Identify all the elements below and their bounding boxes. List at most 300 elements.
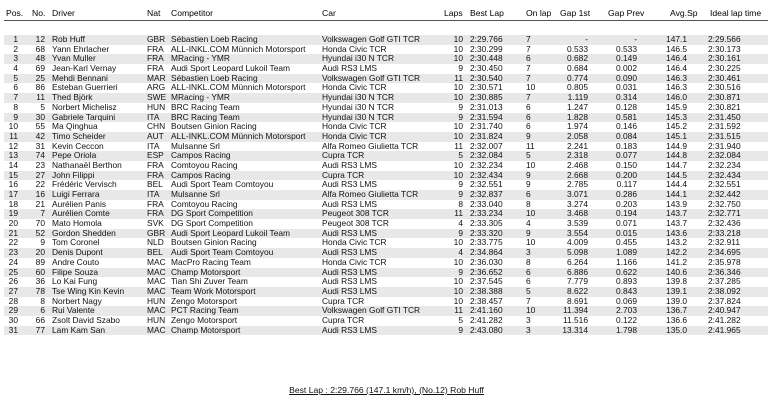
cell-ideal-lap-time: 2:30.516 — [708, 82, 741, 93]
cell-pos: 21 — [8, 227, 18, 238]
cell-on-lap: 3 — [526, 314, 531, 325]
cell-car: Hyundai i30 N TCR — [322, 53, 394, 64]
cell-gap-1st: 1.974 — [567, 121, 588, 132]
cell-ideal-lap-time: 2:32.911 — [708, 237, 740, 248]
cell-nat: AUT — [147, 130, 164, 141]
cell-no: 8 — [40, 295, 45, 306]
table-row — [4, 142, 768, 152]
cell-no: 86 — [35, 82, 45, 93]
cell-avg-sp: 146.0 — [666, 92, 687, 103]
cell-pos: 11 — [9, 130, 18, 141]
header-spacer — [4, 21, 768, 35]
cell-gap-prev: 0.150 — [616, 159, 637, 170]
cell-pos: 5 — [13, 72, 18, 83]
cell-nat: ITA — [147, 140, 160, 151]
cell-ideal-lap-time: 2:31.515 — [708, 130, 741, 141]
table-row — [4, 219, 768, 229]
cell-nat: CHN — [147, 121, 166, 132]
cell-laps: 10 — [453, 82, 463, 93]
cell-no: 78 — [35, 285, 45, 296]
cell-avg-sp: 139.1 — [666, 285, 687, 296]
cell-laps: 10 — [453, 34, 463, 44]
cell-best-lap: 2:32.551 — [470, 179, 503, 190]
cell-laps: 4 — [458, 218, 463, 229]
cell-car: Audi RS3 LMS — [322, 285, 377, 296]
cell-gap-1st: 13.314 — [562, 324, 588, 335]
cell-laps: 10 — [453, 256, 463, 267]
cell-best-lap: 2:36.652 — [470, 266, 503, 277]
cell-no: 9 — [40, 237, 45, 248]
cell-avg-sp: 143.7 — [666, 208, 687, 219]
cell-laps: 9 — [458, 189, 463, 199]
cell-gap-prev: 0.194 — [616, 208, 637, 219]
cell-pos: 18 — [8, 198, 18, 209]
cell-nat: FRA — [147, 169, 164, 180]
cell-on-lap: 6 — [526, 266, 531, 277]
cell-gap-prev: 0.533 — [616, 43, 637, 54]
cell-ideal-lap-time: 2:37.824 — [708, 295, 741, 306]
cell-competitor: DG Sport Competition — [171, 208, 253, 219]
cell-no: 66 — [35, 314, 45, 325]
cell-ideal-lap-time: 2:32.771 — [708, 208, 741, 219]
cell-laps: 10 — [453, 159, 463, 170]
cell-gap-1st: 3.274 — [567, 198, 588, 209]
cell-pos: 27 — [8, 285, 18, 296]
cell-driver: Filipe Souza — [52, 266, 99, 277]
cell-driver: Aurélien Comte — [52, 208, 110, 219]
cell-nat: MAC — [147, 305, 166, 316]
table-row — [4, 54, 768, 64]
cell-ideal-lap-time: 2:31.450 — [708, 111, 741, 122]
cell-competitor: Boutsen Ginion Racing — [171, 121, 257, 132]
cell-laps: 11 — [454, 72, 463, 83]
cell-pos: 24 — [8, 256, 18, 267]
cell-no: 6 — [40, 305, 45, 316]
cell-best-lap: 2:30.571 — [470, 82, 503, 93]
cell-best-lap: 2:33.234 — [470, 208, 503, 219]
cell-gap-1st: 2.785 — [567, 179, 588, 190]
table-row — [4, 316, 768, 326]
cell-competitor: Mulsanne Srl — [171, 140, 220, 151]
cell-gap-prev: 0.071 — [616, 218, 637, 229]
cell-pos: 3 — [13, 53, 18, 64]
cell-competitor: Sébastien Loeb Racing — [171, 72, 258, 83]
cell-competitor: Audi Sport Team Comtoyou — [171, 247, 274, 258]
cell-ideal-lap-time: 2:32.436 — [708, 218, 741, 229]
cell-best-lap: 2:32.234 — [470, 159, 503, 170]
cell-ideal-lap-time: 2:32.084 — [708, 150, 741, 161]
cell-nat: GBR — [147, 227, 166, 238]
cell-on-lap: 9 — [526, 179, 531, 190]
cell-avg-sp: 146.4 — [666, 53, 687, 64]
cell-driver: Tom Coronel — [52, 237, 100, 248]
cell-on-lap: 3 — [526, 247, 531, 258]
cell-gap-1st: 3.468 — [567, 208, 588, 219]
cell-nat: FRA — [147, 208, 164, 219]
cell-avg-sp: 144.4 — [666, 179, 687, 190]
cell-on-lap: 7 — [526, 34, 531, 44]
cell-gap-1st: 0.533 — [567, 43, 588, 54]
cell-car: Peugeot 308 TCR — [322, 218, 389, 229]
cell-competitor: Audi Sport Team Comtoyou — [171, 179, 274, 190]
cell-driver: Kevin Ceccon — [52, 140, 104, 151]
cell-best-lap: 2:41.282 — [470, 314, 503, 325]
col-competitor: Competitor — [171, 8, 214, 18]
cell-car: Audi RS3 LMS — [322, 266, 377, 277]
cell-ideal-lap-time: 2:30.225 — [708, 63, 741, 74]
cell-competitor: MRacing - YMR — [171, 53, 230, 64]
cell-no: 68 — [35, 43, 45, 54]
table-row — [4, 326, 768, 336]
cell-no: 11 — [36, 92, 45, 103]
cell-gap-1st: 1.247 — [567, 101, 588, 112]
col-nat: Nat — [147, 8, 161, 18]
cell-gap-prev: 0.622 — [616, 266, 637, 277]
cell-avg-sp: 141.2 — [666, 256, 687, 267]
cell-car: Cupra TCR — [322, 295, 365, 306]
results-table — [4, 6, 768, 335]
cell-competitor: Zengo Motorsport — [171, 295, 238, 306]
cell-nat: ITA — [147, 111, 160, 122]
cell-driver: Lo Kai Fung — [52, 276, 98, 287]
cell-on-lap: 10 — [526, 159, 536, 170]
cell-gap-prev: 0.117 — [616, 179, 637, 190]
cell-car: Honda Civic TCR — [322, 256, 387, 267]
cell-gap-prev: 0.200 — [616, 169, 637, 180]
cell-car: Volkswagen Golf GTI TCR — [322, 305, 421, 316]
cell-gap-prev: 1.089 — [616, 247, 637, 258]
cell-competitor: Boutsen Ginion Racing — [171, 237, 257, 248]
cell-driver: Ma Qinghua — [52, 121, 98, 132]
cell-car: Honda Civic TCR — [322, 237, 387, 248]
cell-best-lap: 2:38.388 — [470, 285, 503, 296]
cell-car: Alfa Romeo Giulietta TCR — [322, 189, 419, 199]
cell-car: Cupra TCR — [322, 314, 365, 325]
cell-car: Hyundai i30 N TCR — [322, 101, 394, 112]
cell-gap-1st: 8.691 — [567, 295, 588, 306]
cell-nat: FRA — [147, 43, 164, 54]
cell-on-lap: 7 — [526, 72, 531, 83]
cell-on-lap: 4 — [526, 218, 531, 229]
cell-gap-1st: 6.886 — [567, 266, 588, 277]
cell-nat: BEL — [147, 179, 163, 190]
cell-competitor: Tian Shi Zuver Team — [171, 276, 248, 287]
cell-no: 30 — [35, 111, 45, 122]
cell-driver: Denis Dupont — [52, 247, 103, 258]
cell-on-lap: 3 — [526, 324, 531, 335]
cell-avg-sp: 143.6 — [666, 227, 687, 238]
cell-pos: 16 — [8, 179, 18, 190]
cell-gap-1st: 6.264 — [567, 256, 588, 267]
cell-avg-sp: 143.9 — [666, 198, 687, 209]
cell-avg-sp: 146.3 — [666, 72, 687, 83]
cell-no: 21 — [35, 198, 45, 209]
cell-nat: MAC — [147, 324, 166, 335]
table-row — [4, 258, 768, 268]
cell-driver: Yvan Muller — [52, 53, 96, 64]
cell-driver: Andre Couto — [52, 256, 100, 267]
table-row — [4, 268, 768, 278]
cell-no: 69 — [35, 63, 45, 74]
cell-gap-prev: 0.314 — [616, 92, 637, 103]
cell-laps: 5 — [458, 150, 463, 161]
cell-ideal-lap-time: 2:32.434 — [708, 169, 741, 180]
cell-gap-1st: 8.622 — [567, 285, 588, 296]
cell-pos: 1 — [13, 34, 18, 44]
cell-best-lap: 2:30.540 — [470, 72, 503, 83]
cell-laps: 9 — [458, 266, 463, 277]
cell-car: Audi RS3 LMS — [322, 227, 377, 238]
cell-gap-1st: 2.468 — [567, 159, 588, 170]
cell-laps: 9 — [458, 111, 463, 122]
cell-avg-sp: 144.1 — [666, 189, 687, 199]
cell-gap-1st: 0.682 — [567, 53, 588, 64]
cell-gap-prev: 1.798 — [616, 324, 637, 335]
cell-gap-prev: 0.084 — [616, 130, 637, 141]
cell-no: 20 — [35, 247, 45, 258]
cell-nat: HUN — [147, 295, 166, 306]
cell-car: Alfa Romeo Giulietta TCR — [322, 140, 419, 151]
cell-laps: 11 — [454, 140, 463, 151]
cell-best-lap: 2:32.007 — [470, 140, 503, 151]
cell-car: Audi RS3 LMS — [322, 63, 377, 74]
cell-ideal-lap-time: 2:29.566 — [708, 34, 741, 44]
cell-gap-prev: 0.455 — [616, 237, 637, 248]
cell-on-lap: 10 — [526, 208, 536, 219]
cell-car: Honda Civic TCR — [322, 82, 387, 93]
cell-no: 16 — [35, 189, 45, 199]
col-no: No. — [32, 8, 46, 18]
cell-no: 22 — [35, 179, 45, 190]
cell-gap-1st: 0.774 — [567, 72, 588, 83]
cell-nat: FRA — [147, 198, 164, 209]
cell-laps: 10 — [453, 295, 463, 306]
cell-best-lap: 2:32.434 — [470, 169, 503, 180]
cell-gap-1st: 2.241 — [567, 140, 588, 151]
cell-pos: 22 — [8, 237, 18, 248]
cell-ideal-lap-time: 2:30.821 — [708, 101, 741, 112]
cell-driver: Norbert Michelisz — [52, 101, 117, 112]
cell-avg-sp: 146.3 — [666, 82, 687, 93]
cell-pos: 26 — [8, 276, 18, 287]
cell-nat: ESP — [147, 150, 164, 161]
cell-driver: Mehdi Bennani — [52, 72, 108, 83]
cell-laps: 10 — [453, 130, 463, 141]
cell-ideal-lap-time: 2:30.871 — [708, 92, 741, 103]
cell-best-lap: 2:30.299 — [470, 43, 503, 54]
cell-pos: 13 — [8, 150, 18, 161]
cell-no: 42 — [35, 130, 45, 141]
cell-gap-prev: 0.090 — [616, 72, 637, 83]
cell-gap-1st: 2.668 — [567, 169, 588, 180]
cell-car: Honda Civic TCR — [322, 130, 387, 141]
cell-pos: 12 — [8, 140, 18, 151]
cell-avg-sp: 140.6 — [666, 266, 687, 277]
cell-nat: BEL — [147, 247, 163, 258]
cell-laps: 9 — [458, 179, 463, 190]
cell-driver: Rui Valente — [52, 305, 95, 316]
cell-no: 60 — [35, 266, 45, 277]
cell-pos: 10 — [8, 121, 18, 132]
cell-gap-prev: 0.149 — [616, 53, 637, 64]
cell-laps: 11 — [454, 305, 463, 316]
cell-driver: Mato Homola — [52, 218, 102, 229]
cell-no: 89 — [35, 256, 45, 267]
cell-laps: 9 — [458, 101, 463, 112]
cell-best-lap: 2:41.160 — [470, 305, 503, 316]
table-row — [4, 238, 768, 248]
cell-best-lap: 2:37.545 — [470, 276, 503, 287]
cell-pos: 29 — [8, 305, 18, 316]
cell-avg-sp: 147.1 — [666, 34, 687, 44]
cell-on-lap: 6 — [526, 101, 531, 112]
col-ideal-lap-time: Ideal lap time — [710, 8, 762, 18]
cell-competitor: MacPro Racing Team — [171, 256, 251, 267]
cell-driver: Thed Björk — [52, 92, 93, 103]
cell-gap-1st: 7.779 — [567, 276, 588, 287]
cell-car: Hyundai i30 N TCR — [322, 111, 394, 122]
cell-on-lap: 7 — [526, 63, 531, 74]
table-row — [4, 161, 768, 171]
cell-car: Honda Civic TCR — [322, 121, 387, 132]
cell-car: Cupra TCR — [322, 150, 365, 161]
cell-laps: 10 — [453, 43, 463, 54]
cell-nat: FRA — [147, 159, 164, 170]
cell-nat: MAC — [147, 285, 166, 296]
cell-pos: 17 — [8, 189, 18, 199]
cell-competitor: MRacing - YMR — [171, 92, 230, 103]
cell-gap-1st: - — [585, 34, 588, 44]
cell-competitor: Sébastien Loeb Racing — [171, 34, 258, 44]
cell-avg-sp: 146.5 — [666, 43, 687, 54]
cell-gap-prev: 0.581 — [616, 111, 637, 122]
cell-on-lap: 9 — [526, 130, 531, 141]
cell-no: 48 — [35, 53, 45, 64]
cell-ideal-lap-time: 2:30.173 — [708, 43, 741, 54]
cell-ideal-lap-time: 2:35.978 — [708, 256, 741, 267]
cell-driver: Norbert Nagy — [52, 295, 102, 306]
cell-best-lap: 2:32.084 — [470, 150, 503, 161]
cell-gap-1st: 11.516 — [563, 314, 588, 325]
cell-competitor: Campos Racing — [171, 150, 231, 161]
cell-ideal-lap-time: 2:34.695 — [708, 247, 741, 258]
cell-gap-prev: 0.893 — [616, 276, 637, 287]
cell-on-lap: 7 — [526, 43, 531, 54]
cell-avg-sp: 136.6 — [666, 314, 687, 325]
cell-pos: 31 — [8, 324, 18, 335]
cell-best-lap: 2:32.837 — [470, 189, 503, 199]
cell-competitor: Comtoyou Racing — [171, 198, 238, 209]
cell-nat: FRA — [147, 63, 164, 74]
cell-competitor: Champ Motorsport — [171, 266, 241, 277]
cell-driver: Frédéric Vervisch — [52, 179, 117, 190]
cell-laps: 10 — [453, 237, 463, 248]
cell-ideal-lap-time: 2:30.161 — [708, 53, 741, 64]
cell-nat: HUN — [147, 314, 166, 325]
cell-nat: MAC — [147, 276, 166, 287]
cell-driver: Yann Ehrlacher — [52, 43, 110, 54]
table-row — [4, 171, 768, 181]
col-best-lap: Best Lap — [470, 8, 504, 18]
cell-ideal-lap-time: 2:37.285 — [708, 276, 741, 287]
col-avg-sp: Avg.Sp — [670, 8, 698, 18]
cell-car: Audi RS3 LMS — [322, 198, 377, 209]
cell-on-lap: 6 — [526, 189, 531, 199]
cell-on-lap: 6 — [526, 53, 531, 64]
cell-nat: FRA — [147, 53, 164, 64]
cell-driver: Luigi Ferrara — [52, 189, 100, 199]
cell-pos: 7 — [13, 92, 18, 103]
cell-no: 25 — [35, 72, 45, 83]
cell-pos: 28 — [8, 295, 18, 306]
cell-on-lap: 9 — [526, 169, 531, 180]
cell-pos: 14 — [8, 159, 18, 170]
cell-pos: 30 — [8, 314, 18, 325]
cell-no: 23 — [35, 159, 45, 170]
cell-laps: 10 — [453, 276, 463, 287]
cell-laps: 9 — [458, 227, 463, 238]
cell-on-lap: 6 — [526, 121, 531, 132]
cell-no: 55 — [35, 121, 45, 132]
cell-pos: 8 — [13, 101, 18, 112]
cell-car: Hyundai i30 N TCR — [322, 92, 394, 103]
cell-laps: 11 — [454, 208, 463, 219]
cell-avg-sp: 139.8 — [666, 276, 687, 287]
cell-competitor: Team Work Motorsport — [171, 285, 256, 296]
cell-driver: Aurélien Panis — [52, 198, 107, 209]
cell-nat: MAR — [147, 72, 166, 83]
cell-best-lap: 2:31.824 — [470, 130, 503, 141]
cell-on-lap: 8 — [526, 256, 531, 267]
cell-best-lap: 2:31.740 — [470, 121, 503, 132]
cell-gap-prev: 0.843 — [616, 285, 637, 296]
cell-best-lap: 2:38.457 — [470, 295, 503, 306]
cell-no: 7 — [40, 208, 45, 219]
cell-best-lap: 2:33.775 — [470, 237, 503, 248]
cell-car: Audi RS3 LMS — [322, 324, 377, 335]
col-driver: Driver — [52, 8, 75, 18]
cell-pos: 15 — [8, 169, 18, 180]
cell-pos: 9 — [13, 111, 18, 122]
cell-gap-prev: 0.183 — [616, 140, 637, 151]
cell-nat: MAC — [147, 266, 166, 277]
cell-no: 52 — [35, 227, 45, 238]
cell-best-lap: 2:30.448 — [470, 53, 503, 64]
col-car: Car — [322, 8, 336, 18]
cell-best-lap: 2:31.594 — [470, 111, 503, 122]
cell-competitor: DG Sport Competition — [171, 218, 253, 229]
cell-on-lap: 10 — [526, 237, 536, 248]
col-on-lap: On lap — [526, 8, 552, 18]
cell-car: Audi RS3 LMS — [322, 276, 377, 287]
cell-driver: Nathanaël Berthon — [52, 159, 122, 170]
cell-ideal-lap-time: 2:41.282 — [708, 314, 741, 325]
cell-competitor: Audi Sport Leopard Lukoil Team — [171, 227, 291, 238]
cell-gap-prev: 0.069 — [616, 295, 637, 306]
cell-nat: MAC — [147, 256, 166, 267]
cell-car: Audi RS3 LMS — [322, 159, 377, 170]
cell-ideal-lap-time: 2:31.592 — [708, 121, 741, 132]
table-row — [4, 287, 768, 297]
cell-ideal-lap-time: 2:32.750 — [708, 198, 741, 209]
cell-on-lap: 8 — [526, 198, 531, 209]
cell-gap-1st: 2.318 — [567, 150, 588, 161]
cell-avg-sp: 146.4 — [666, 63, 687, 74]
cell-laps: 10 — [453, 53, 463, 64]
cell-gap-1st: 1.828 — [567, 111, 588, 122]
cell-on-lap: 10 — [526, 82, 536, 93]
cell-avg-sp: 144.8 — [666, 150, 687, 161]
